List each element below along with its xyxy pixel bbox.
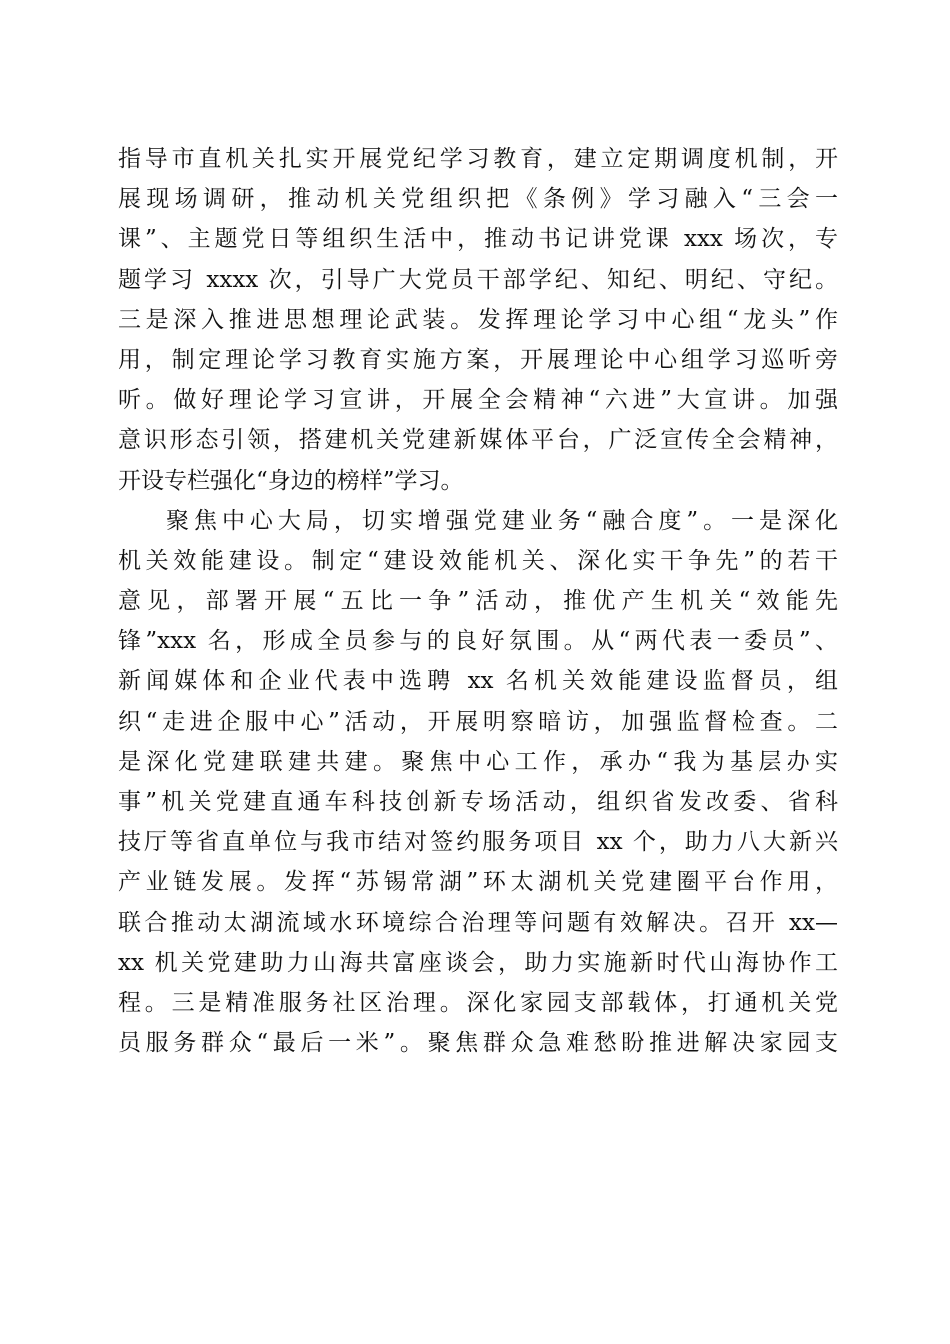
text-line: xx 机关党建助力山海共富座谈会，助力实施新时代山海协作工 — [118, 949, 838, 976]
document-body — [118, 139, 838, 1063]
text-line: 事”机关党建直通车科技创新专场活动，组织省发改委、省科 — [118, 789, 838, 815]
text-line: 意见，部署开展“五比一争”活动，推优产生机关“效能先 — [118, 588, 838, 615]
text-line: 新闻媒体和企业代表中选聘 xx 名机关效能建设监督员，组 — [118, 668, 838, 695]
text-line: 指导市直机关扎实开展党纪学习教育，建立定期调度机制，开 — [118, 146, 838, 172]
text-line: 三是深入推进思想理论武装。发挥理论学习中心组“龙头”作 — [118, 306, 838, 333]
paragraph-1 — [118, 139, 838, 501]
text-line: 开设专栏强化“身边的榜样”学习。 — [118, 467, 464, 494]
paragraph-2 — [118, 501, 838, 1064]
text-line: 机关效能建设。制定“建设效能机关、深化实干争先”的若干 — [118, 547, 838, 574]
text-line: 织“走进企服中心”活动，开展明察暗访，加强监督检查。二 — [118, 708, 838, 735]
text-line: 聚焦中心大局，切实增强党建业务“融合度”。一是深化 — [166, 507, 838, 534]
text-line: 联合推动太湖流域水环境综合治理等问题有效解决。召开 xx— — [118, 909, 838, 936]
text-line: 员服务群众“最后一米”。聚焦群众急难愁盼推进解决家园支 — [118, 1030, 838, 1057]
text-line: 技厅等省直单位与我市结对签约服务项目 xx 个，助力八大新兴 — [118, 829, 838, 856]
text-line: 课”、主题党日等组织生活中，推动书记讲党课 xxx 场次，专 — [118, 226, 838, 253]
text-line: 展现场调研，推动机关党组织把《条例》学习融入“三会一 — [118, 186, 838, 213]
text-line: 是深化党建联建共建。聚焦中心工作，承办“我为基层办实 — [118, 748, 838, 775]
text-line: 听。做好理论学习宣讲，开展全会精神“六进”大宣讲。加强 — [118, 387, 838, 414]
text-line: 锋”xxx 名，形成全员参与的良好氛围。从“两代表一委员”、 — [118, 628, 838, 655]
text-line: 产业链发展。发挥“苏锡常湖”环太湖机关党建圈平台作用， — [118, 869, 838, 896]
text-line: 意识形态引领，搭建机关党建新媒体平台，广泛宣传全会精神， — [118, 427, 838, 454]
text-line: 用，制定理论学习教育实施方案，开展理论中心组学习巡听旁 — [118, 346, 838, 373]
text-line: 程。三是精准服务社区治理。深化家园支部载体，打通机关党 — [118, 989, 838, 1016]
text-line: 题学习 xxxx 次，引导广大党员干部学纪、知纪、明纪、守纪。 — [118, 266, 838, 293]
